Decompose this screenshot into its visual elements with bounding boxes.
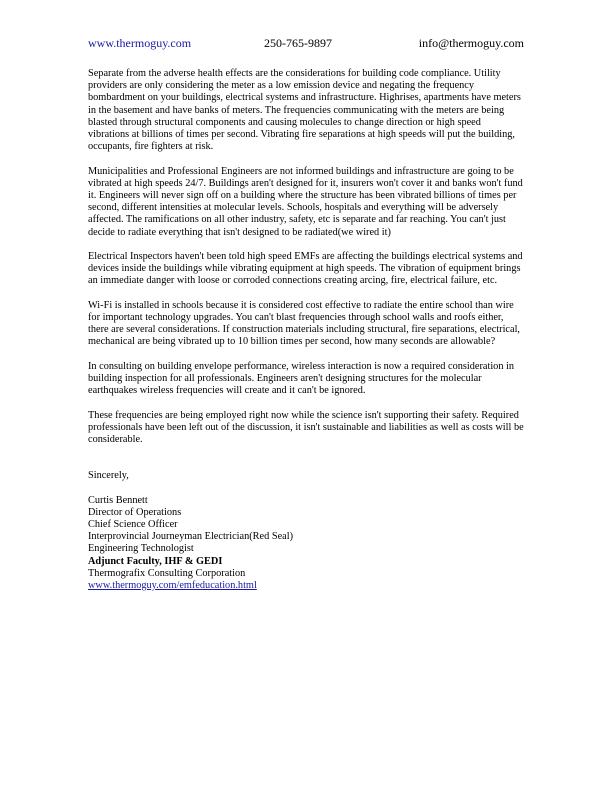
signature-name: Curtis Bennett [88,494,148,506]
letter-body [88,68,524,592]
closing-salutation: Sincerely, [88,470,129,482]
signature-title-electrician: Interprovincial Journeyman Electrician(Red Seal) [88,531,293,543]
signature-company: Thermografix Consulting Corporation [88,567,246,579]
header-phone: 250-765-9897 [264,36,332,50]
paragraph-wifi-schools: Wi-Fi is installed in schools because it is considered cost effective to radiate the entire school than wire for important technology upgrades. You can't blast frequencies through school walls and roofs either, there are several considerations. If construction materials including structural, fire separations, electrical, mechanical are being vibrated up to 10 billion times per second, how many seconds are allowable? [88,299,521,348]
paragraph-building-code: Separate from the adverse health effects are the considerations for building code compliance. Utility providers are only considering the meter as a low emission device and negating the frequency bombardment on your buildings, electrical systems and infrastructure. Highrises, apartments have meters in the basement and have banks of meters. The frequencies communicating with the meters are being blasted through structural components and causing molecules to change direction or high speed vibrations at billions of times per second. Vibrating fire separations at high speeds will put the building, occupants, fire fighters at risk. [88,68,521,153]
signature-title-director: Director of Operations [88,506,182,518]
letter-header [88,36,524,52]
signature-title-technologist: Engineering Technologist [88,543,194,555]
signature-title-cso: Chief Science Officer [88,519,178,531]
signature-block [88,495,524,593]
paragraph-building-envelope: In consulting on building envelope performance, wireless interaction is now a required consideration in building inspection for all professionals. Engineers aren't designing structures for the molecular earthquakes wireless frequencies will create and it can't be ignored. [88,360,515,397]
header-email: info@thermoguy.com [418,36,524,50]
signature-faculty: Adjunct Faculty, IHF & GEDI [88,555,223,567]
paragraph-electrical-inspectors: Electrical Inspectors haven't been told high speed EMFs are affecting the buildings electrical systems and devices inside the buildings while vibrating equipment at high speeds. The vibration of equipment brings an immediate danger with loose or corroded connections creating arcing, fire, electrical failure, etc. [88,251,523,287]
signature-link[interactable]: www.thermoguy.com/emfeducation.html [88,580,257,592]
paragraph-municipalities: Municipalities and Professional Engineers are not informed buildings and infrastructure are going to be vibrated at high speeds 24/7. Buildings aren't designed for it, insurers won't cover it and banks won't fund it. Engineers will never sign off on a building where the structure has been vibrated billions of times per second, different intensities at molecular levels. Schools, hospitals and everything will be adversely affected. The ramifications on all other industry, safety, etc is separate and far reaching. You can't just decide to radiate everything that isn't designed to be radiated(we wired it) [88,165,523,238]
paragraph-frequencies: These frequencies are being employed right now while the science isn't supporting their safety. Required professionals have been left out of the discussion, it isn't sustainable and liabilities as well as costs will be considerable. [88,409,524,446]
header-website-link[interactable]: www.thermoguy.com [88,36,192,50]
